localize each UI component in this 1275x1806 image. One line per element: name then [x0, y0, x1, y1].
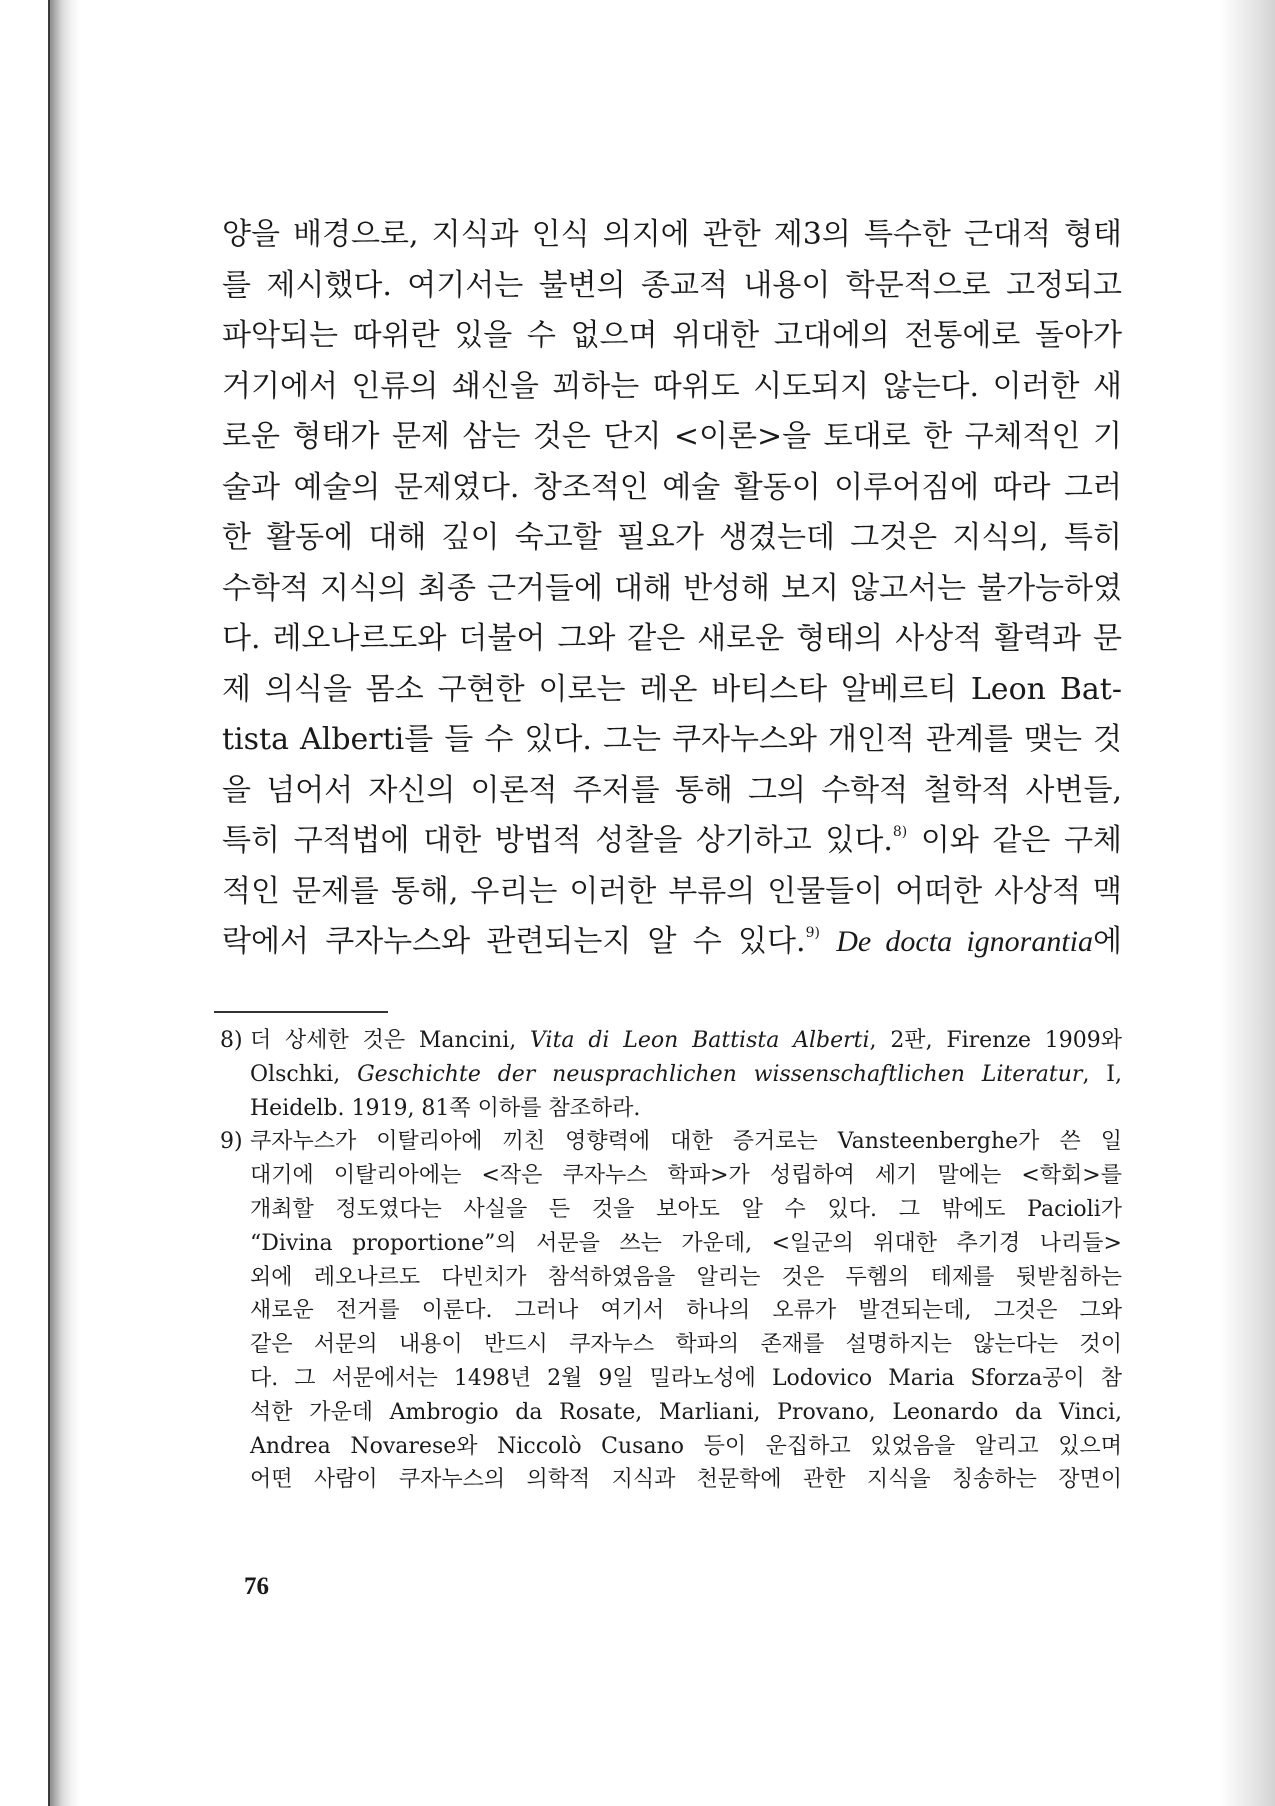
- page-right-shadow: [1220, 0, 1275, 1806]
- body-text-segment: 락에서 쿠자누스와 관련되는지 알 수 있다.: [222, 924, 806, 959]
- body-line: 양을 배경으로, 지식과 인식 의지에 관한 제3의 특수한 근대적 형태: [222, 217, 1122, 252]
- footnote-line: 새로운 전거를 이룬다. 그러나 여기서 하나의 오류가 발견되는데, 그것은 그와: [250, 1298, 1122, 1324]
- footnote-line: 같은 서문의 내용이 반드시 쿠자누스 학파의 존재를 설명하지는 않는다는 것이: [250, 1332, 1122, 1358]
- footnote-line: 외에 레오나르도 다빈치가 참석하였음을 알리는 것은 두헴의 테제를 뒷받침하는: [250, 1264, 1122, 1290]
- footnote-line: [250, 1024, 1122, 1058]
- page-gutter-shadow: [50, 0, 80, 1806]
- footnote-italic: Geschichte der neusprachlichen wissenschaftlichen Literatur: [357, 1061, 1083, 1087]
- footnote-separator: [214, 1011, 388, 1013]
- body-text-segment: 특히 구적법에 대한 방법적 성찰을 상기하고 있다.: [222, 823, 893, 858]
- footnote-line: 어떤 사람이 쿠자누스의 의학적 지식과 천문학에 관한 지식을 칭송하는 장면이: [250, 1467, 1122, 1493]
- latin-title: De docta ignorantia: [836, 925, 1094, 958]
- body-line: tista Alberti를 들 수 있다. 그는 쿠자누스와 개인적 관계를 맺는 것: [222, 722, 1122, 757]
- footnote-text: , 2판, Firenze 1909와: [869, 1028, 1122, 1053]
- body-line: [222, 816, 1122, 867]
- body-line: [222, 917, 1122, 968]
- body-line: 파악되는 따위란 있을 수 없으며 위대한 고대에의 전통에로 돌아가: [222, 318, 1122, 353]
- body-line: 한 활동에 대해 깊이 숙고할 필요가 생겼는데 그것은 지식의, 특히: [222, 520, 1122, 555]
- body-line: 를 제시했다. 여기서는 불변의 종교적 내용이 학문적으로 고정되고: [222, 267, 1122, 303]
- body-line: 수학적 지식의 최종 근거들에 대해 반성해 보지 않고서는 불가능하였: [222, 570, 1122, 606]
- body-line: 술과 예술의 문제였다. 창조적인 예술 활동이 이루어짐에 따라 그러: [222, 469, 1122, 505]
- body-line: 제 의식을 몸소 구현한 이로는 레온 바티스타 알베르티 Leon Bat-: [222, 671, 1122, 707]
- page-number: 76: [244, 1573, 269, 1600]
- footnote-line: Heidelb. 1919, 81쪽 이하를 참조하라.: [250, 1095, 641, 1121]
- footnote-ref-8: 8): [892, 824, 908, 840]
- footnote-ref-9: 9): [805, 925, 820, 941]
- footnote-line: 대기에 이탈리아에는 <작은 쿠자누스 학파>가 성립하여 세기 말에는 <학회>를: [250, 1163, 1122, 1189]
- footnote-line: [250, 1058, 1122, 1092]
- footnote-line: 개최할 정도였다는 사실을 든 것을 보아도 알 수 있다. 그 밖에도 Pacioli가: [250, 1196, 1122, 1222]
- footnote-text: Olschki,: [250, 1061, 358, 1087]
- footnote-line: 다. 그 서문에서는 1498년 2월 9일 밀라노성에 Lodovico Maria Sforza공이 참: [250, 1365, 1122, 1391]
- footnote-line: 석한 가운데 Ambrogio da Rosate, Marliani, Provano, Leonardo da Vinci,: [250, 1399, 1122, 1425]
- body-line: 을 넘어서 자신의 이론적 주저를 통해 그의 수학적 철학적 사변들,: [222, 772, 1122, 808]
- body-text-segment: 에: [1093, 924, 1122, 959]
- footnotes: [220, 1024, 1122, 1497]
- body-line: 로운 형태가 문제 삼는 것은 단지 <이론>을 토대로 한 구체적인 기: [222, 419, 1122, 454]
- main-body-text: [222, 210, 1122, 968]
- body-line: 적인 문제를 통해, 우리는 이러한 부류의 인물들이 어떠한 사상적 맥: [222, 873, 1122, 909]
- body-text-segment: 이와 같은 구체: [907, 823, 1122, 858]
- footnote-text: , I,: [1082, 1061, 1122, 1087]
- footnote-number: 9): [220, 1129, 243, 1155]
- footnote-italic: Vita di Leon Battista Alberti: [530, 1028, 870, 1053]
- footnote-text: 더 상세한 것은 Mancini,: [250, 1028, 531, 1053]
- footnote-number: 8): [220, 1028, 243, 1053]
- body-line: 다. 레오나르도와 더불어 그와 같은 새로운 형태의 사상적 활력과 문: [222, 621, 1122, 656]
- footnote-8: [220, 1024, 1122, 1125]
- body-line: 거기에서 인류의 쇄신을 꾀하는 따위도 시도되지 않는다. 이러한 새: [222, 368, 1122, 404]
- footnote-line: Andrea Novarese와 Niccolò Cusano 등이 운집하고 있었음을 알리고 있으며: [250, 1433, 1122, 1459]
- footnote-line: 쿠자누스가 이탈리아에 끼친 영향력에 대한 증거로는 Vansteenberghe가 쓴 일: [250, 1129, 1122, 1155]
- footnote-line: “Divina proportione”의 서문을 쓰는 가운데, <일군의 위대한 추기경 나리들>: [250, 1230, 1122, 1256]
- footnote-9: [220, 1125, 1122, 1497]
